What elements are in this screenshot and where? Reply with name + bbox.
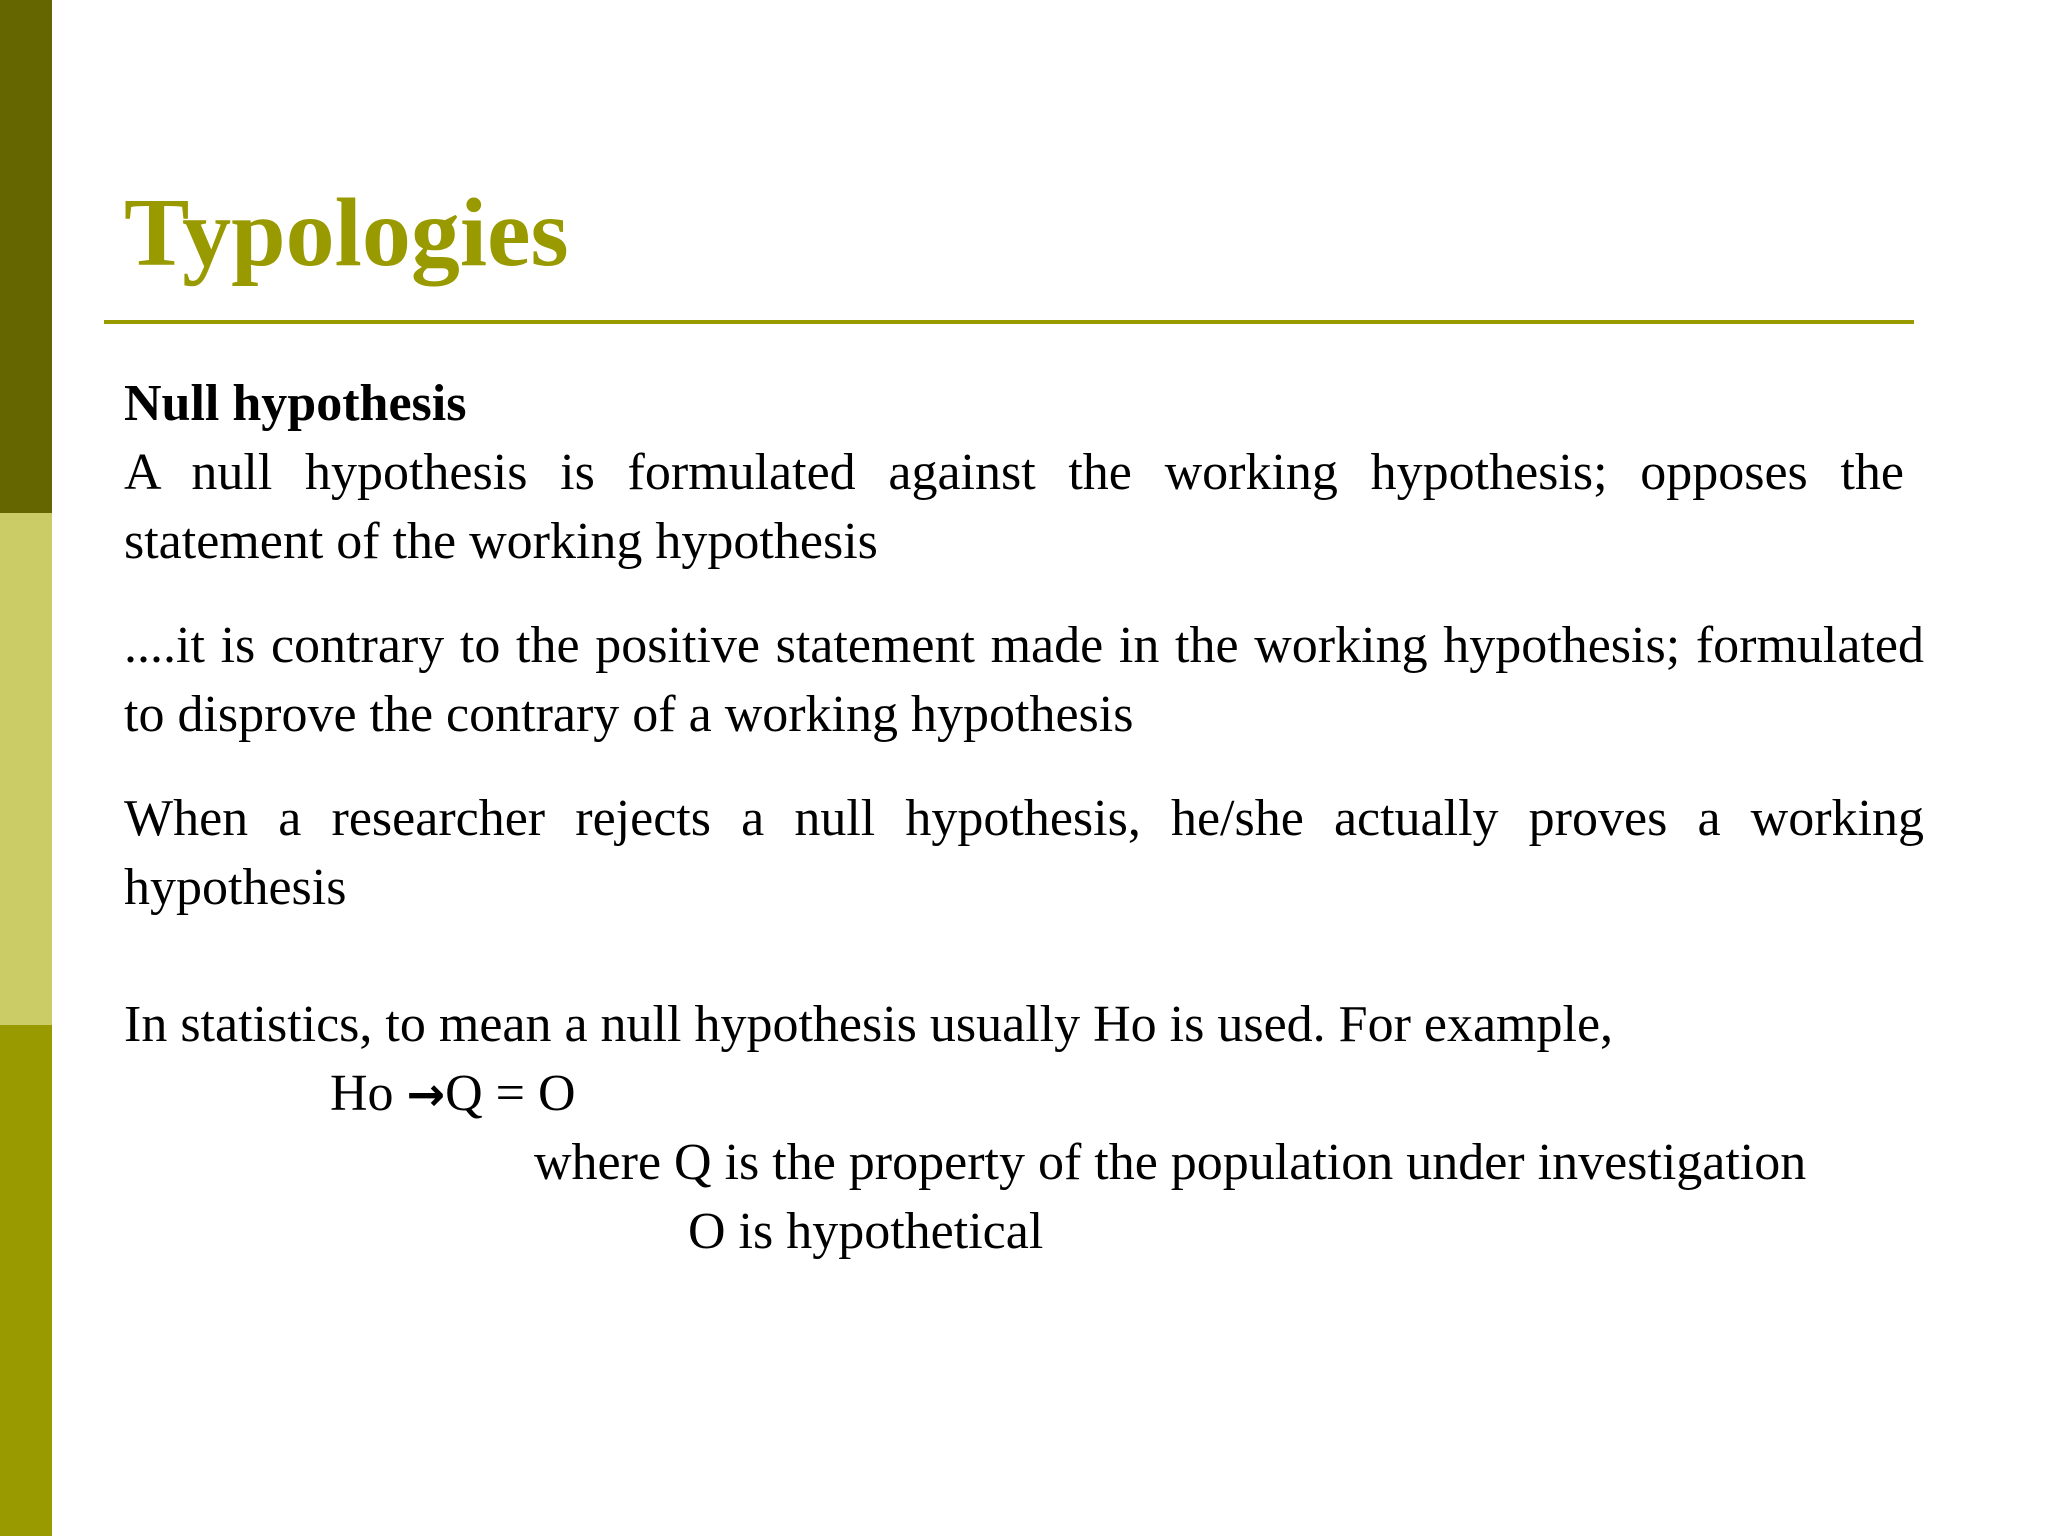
right-arrow-icon: → bbox=[406, 1067, 446, 1121]
sidebar-stripe-light bbox=[0, 513, 52, 1025]
example-where-line: where Q is the property of the population under investigation bbox=[534, 1134, 1807, 1191]
slide-title: Typologies bbox=[124, 179, 569, 287]
equation-lhs: Ho bbox=[330, 1065, 394, 1122]
paragraph-definition: A null hypothesis is formulated against the working hypothesis; opposes the statement of the working hypothesis bbox=[124, 444, 1904, 570]
example-o-line: O is hypothetical bbox=[688, 1203, 1044, 1260]
equation-rhs: Q = O bbox=[445, 1065, 576, 1122]
section-heading: Null hypothesis bbox=[124, 375, 467, 432]
paragraph-statistics: In statistics, to mean a null hypothesis usually Ho is used. For example, bbox=[124, 996, 1614, 1053]
sidebar-stripe-dark bbox=[0, 0, 52, 513]
example-equation bbox=[330, 1059, 576, 1129]
title-underline bbox=[104, 320, 1914, 324]
paragraph-contrary: ....it is contrary to the positive statement made in the working hypothesis; formulated to disprove the contrary of a working hypothesis bbox=[124, 617, 1924, 743]
sidebar-stripe-olive bbox=[0, 1025, 52, 1536]
paragraph-rejection: When a researcher rejects a null hypothesis, he/she actually proves a working hypothesis bbox=[124, 790, 1924, 916]
